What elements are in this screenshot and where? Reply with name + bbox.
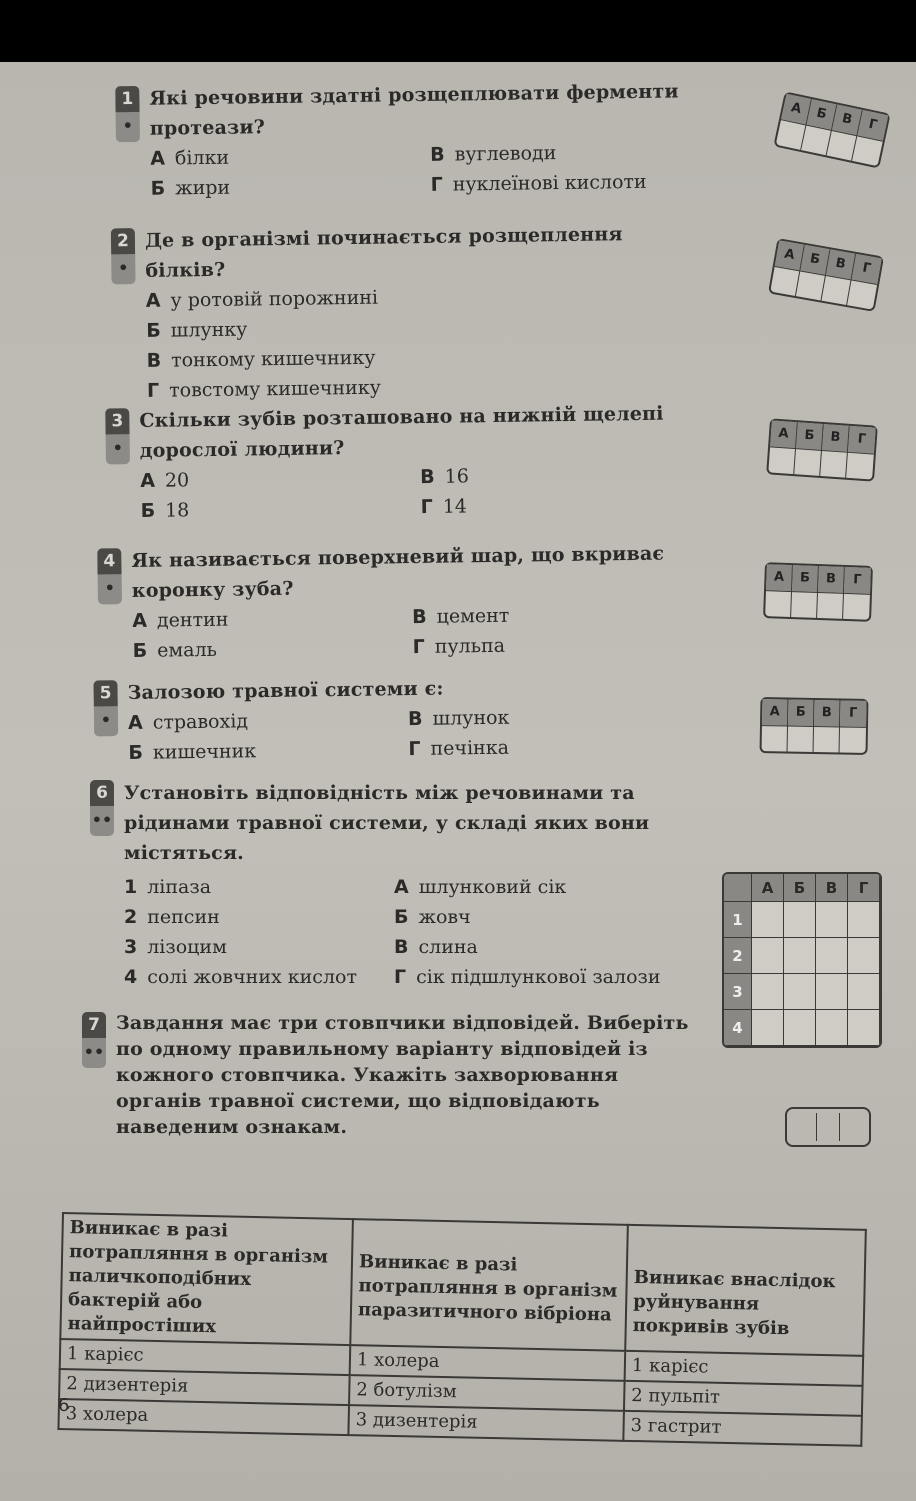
option-letter: В bbox=[407, 707, 423, 731]
answer-grid-4[interactable] bbox=[763, 562, 873, 622]
answer-cell[interactable] bbox=[816, 1010, 848, 1046]
option-letter: Б bbox=[140, 499, 156, 522]
option-letter: Г bbox=[146, 379, 160, 402]
grid-letter: В bbox=[818, 566, 845, 593]
answer-cell[interactable] bbox=[852, 135, 883, 166]
answer-cell[interactable] bbox=[784, 1010, 816, 1046]
question-badge bbox=[93, 680, 118, 736]
question-number: 1 bbox=[115, 86, 139, 112]
answer-cell[interactable] bbox=[848, 938, 880, 974]
item-text: сік підшлункової залози bbox=[416, 966, 661, 988]
table-cell: 2 дизентерія bbox=[59, 1369, 350, 1405]
answer-option bbox=[128, 734, 408, 768]
option-letter: А bbox=[140, 469, 156, 492]
question-stem: Установіть відповідність між речовинами та рідинами травної системи, у складі яких вони містяться. bbox=[124, 782, 650, 864]
option-letter: В bbox=[412, 605, 427, 629]
grid-letter: Г bbox=[848, 874, 880, 902]
question-badge bbox=[90, 780, 114, 836]
question-5 bbox=[99, 670, 698, 768]
table-cell: 3 дизентерія bbox=[348, 1405, 624, 1441]
answer-cell[interactable] bbox=[814, 726, 840, 752]
answer-option bbox=[420, 488, 720, 522]
right-item bbox=[394, 932, 714, 962]
grid-letter: В bbox=[826, 249, 856, 279]
answer-grid-3[interactable] bbox=[766, 418, 878, 481]
answer-cell[interactable] bbox=[847, 280, 877, 310]
option-letter: А bbox=[127, 711, 143, 734]
answer-cell[interactable] bbox=[820, 450, 848, 478]
answer-option bbox=[132, 602, 412, 636]
grid-letter: Б bbox=[800, 245, 830, 275]
grid-row-number: 4 bbox=[724, 1010, 752, 1046]
option-letter: А bbox=[150, 147, 166, 170]
option-letter: Г bbox=[420, 495, 433, 519]
item-text: слина bbox=[418, 936, 478, 958]
table-cell: 2 ботулізм bbox=[349, 1375, 625, 1411]
option-letter: Б bbox=[146, 319, 161, 342]
table-header: Виникає в разі потрапляння в організм паличкоподібних бактерій або найпростіших bbox=[60, 1213, 353, 1345]
question-stem: Де в організмі починається розщеплення білків? bbox=[144, 223, 623, 282]
grid-row-number: 2 bbox=[724, 938, 752, 974]
item-number: 1 bbox=[124, 876, 138, 898]
grid-letter: Б bbox=[788, 700, 814, 726]
grid-letter: В bbox=[814, 700, 840, 726]
question-badge bbox=[115, 86, 140, 142]
item-text: лізоцим bbox=[147, 936, 227, 958]
question-number: 5 bbox=[93, 680, 117, 706]
answer-cell[interactable] bbox=[848, 1010, 880, 1046]
table-cell: 2 пульпіт bbox=[624, 1381, 863, 1416]
grid-letter: А bbox=[775, 240, 805, 270]
option-letter: А bbox=[145, 289, 161, 312]
question-badge bbox=[97, 548, 122, 604]
left-item bbox=[124, 932, 394, 962]
question-badge bbox=[105, 408, 130, 464]
option-text: тонкому кишечнику bbox=[170, 346, 376, 372]
page bbox=[0, 62, 916, 1501]
right-item bbox=[394, 872, 714, 902]
option-text: печінка bbox=[430, 736, 510, 760]
answer-grid-2[interactable] bbox=[768, 238, 884, 312]
grid-letter: Б bbox=[796, 422, 824, 450]
answer-option bbox=[132, 632, 412, 666]
answer-option bbox=[420, 458, 720, 492]
grid-letter: А bbox=[762, 699, 788, 725]
item-text: жовч bbox=[418, 906, 471, 928]
item-text: пепсин bbox=[147, 906, 220, 928]
answer-cell[interactable] bbox=[788, 726, 814, 752]
answer-option bbox=[430, 166, 730, 200]
disease-table bbox=[57, 1212, 866, 1447]
left-item bbox=[124, 902, 394, 932]
item-number: 3 bbox=[124, 936, 138, 958]
question-4 bbox=[103, 538, 703, 666]
question-stem: Залозою травної системи є: bbox=[127, 677, 444, 704]
difficulty-dots: •• bbox=[83, 1042, 105, 1061]
answer-cell[interactable] bbox=[762, 725, 788, 751]
option-letter: В bbox=[430, 143, 445, 166]
item-text: шлунковий сік bbox=[418, 876, 567, 898]
answer-option bbox=[140, 462, 420, 496]
answer-option bbox=[412, 628, 712, 662]
grid-letter: В bbox=[822, 424, 850, 452]
question-2 bbox=[116, 218, 707, 406]
answer-grid-1[interactable] bbox=[773, 91, 890, 168]
grid-letter: Б bbox=[784, 874, 816, 902]
option-text: кишечник bbox=[152, 740, 257, 764]
option-text: нуклеїнові кислоти bbox=[452, 170, 647, 196]
answer-option bbox=[408, 730, 708, 764]
question-number: 7 bbox=[82, 1012, 106, 1038]
table-cell: 1 карієс bbox=[60, 1339, 351, 1375]
question-number: 6 bbox=[90, 780, 114, 806]
left-item bbox=[124, 872, 394, 902]
option-letter: Б bbox=[128, 741, 144, 764]
difficulty-dots: • bbox=[122, 116, 134, 136]
option-text: товстому кишечнику bbox=[169, 376, 381, 402]
difficulty-dots: • bbox=[104, 578, 116, 598]
option-text: цемент bbox=[436, 604, 510, 628]
question-stem: Які речовини здатні розщеплювати ферменти протеази? bbox=[149, 80, 679, 140]
grid-letter: Г bbox=[852, 254, 882, 284]
option-text: шлунок bbox=[432, 706, 510, 730]
answer-option bbox=[150, 140, 430, 174]
grid-letter: А bbox=[766, 564, 793, 591]
answer-option bbox=[430, 136, 730, 170]
answer-cell[interactable] bbox=[784, 974, 816, 1010]
option-text: 20 bbox=[164, 469, 190, 492]
answer-cell[interactable] bbox=[794, 448, 822, 476]
question-badge bbox=[82, 1012, 106, 1068]
option-text: шлунку bbox=[170, 318, 248, 342]
answer-cell[interactable] bbox=[752, 902, 784, 938]
question-badge bbox=[111, 228, 136, 284]
option-letter: Г bbox=[430, 173, 443, 196]
answer-box-q7[interactable] bbox=[785, 1107, 871, 1147]
answer-cell[interactable] bbox=[752, 938, 784, 974]
answer-cell[interactable] bbox=[752, 1010, 784, 1046]
answer-cell[interactable] bbox=[848, 974, 880, 1010]
option-text: 16 bbox=[444, 465, 470, 488]
answer-option bbox=[128, 704, 408, 738]
grid-letter: В bbox=[832, 105, 863, 136]
answer-cell[interactable] bbox=[816, 902, 848, 938]
item-text: ліпаза bbox=[147, 876, 212, 898]
grid-row-number: 1 bbox=[724, 902, 752, 938]
question-1 bbox=[121, 76, 691, 204]
item-text: солі жовчних кислот bbox=[147, 966, 357, 988]
answer-cell[interactable] bbox=[817, 592, 844, 619]
table-cell: 3 гастрит bbox=[623, 1411, 862, 1446]
answer-option bbox=[412, 598, 712, 632]
page-number: 6 bbox=[58, 1395, 70, 1416]
table-cell: 1 карієс bbox=[625, 1351, 864, 1386]
option-letter: В bbox=[420, 465, 435, 489]
grid-letter: Б bbox=[792, 565, 819, 592]
matching-answer-grid[interactable] bbox=[722, 872, 882, 1048]
left-item bbox=[124, 962, 394, 992]
right-item bbox=[394, 962, 714, 992]
option-text: емаль bbox=[156, 638, 218, 662]
question-stem: Скільки зубів розташовано на нижній щелепі дорослої людини? bbox=[139, 402, 664, 462]
option-letter: Г bbox=[408, 737, 421, 761]
grid-row-number: 3 bbox=[724, 974, 752, 1010]
right-item bbox=[394, 902, 714, 932]
item-number: 2 bbox=[124, 906, 138, 928]
answer-option bbox=[140, 492, 420, 526]
grid-letter: Г bbox=[848, 426, 876, 454]
difficulty-dots: • bbox=[112, 438, 124, 458]
option-text: дентин bbox=[156, 608, 229, 632]
grid-letter: Б bbox=[807, 99, 838, 130]
answer-cell[interactable] bbox=[784, 938, 816, 974]
question-3 bbox=[111, 398, 711, 526]
question-number: 4 bbox=[97, 548, 121, 574]
option-text: вуглеводи bbox=[454, 142, 557, 166]
option-text: стравохід bbox=[152, 710, 249, 734]
answer-cell[interactable] bbox=[846, 452, 874, 480]
option-letter: Б bbox=[132, 639, 148, 662]
grid-letter: А bbox=[752, 874, 784, 902]
grid-letter: А bbox=[781, 94, 812, 125]
option-text: пульпа bbox=[434, 634, 506, 658]
option-text: жири bbox=[174, 176, 231, 200]
answer-cell[interactable] bbox=[843, 593, 870, 620]
answer-cell[interactable] bbox=[791, 591, 818, 618]
item-letter: В bbox=[394, 936, 409, 958]
item-letter: А bbox=[394, 876, 409, 898]
table-cell: 3 холера bbox=[58, 1399, 349, 1435]
grid-letter: В bbox=[816, 874, 848, 902]
question-number: 2 bbox=[111, 228, 135, 254]
option-letter: А bbox=[132, 609, 148, 632]
difficulty-dots: • bbox=[118, 258, 129, 278]
option-text: 14 bbox=[442, 495, 468, 518]
question-6 bbox=[91, 778, 694, 992]
table-header: Виникає внаслідок руйнування покривів зубів bbox=[625, 1225, 866, 1356]
answer-cell[interactable] bbox=[784, 902, 816, 938]
option-letter: Г bbox=[412, 635, 425, 659]
table-cell: 1 холера bbox=[350, 1345, 626, 1381]
option-letter: Б bbox=[150, 177, 166, 200]
table-header: Виникає в разі потрапляння в організм паразитичного вібріона bbox=[350, 1219, 628, 1351]
grid-letter: Г bbox=[844, 567, 871, 594]
answer-option bbox=[408, 700, 708, 734]
answer-cell[interactable] bbox=[816, 938, 848, 974]
answer-cell[interactable] bbox=[765, 590, 792, 617]
grid-letter: А bbox=[770, 420, 798, 448]
answer-grid-5[interactable] bbox=[760, 697, 869, 755]
option-text: білки bbox=[174, 146, 230, 170]
difficulty-dots: • bbox=[100, 710, 112, 730]
answer-cell[interactable] bbox=[840, 726, 866, 752]
grid-letter: Г bbox=[857, 110, 888, 141]
item-letter: Г bbox=[394, 966, 407, 988]
grid-letter: Г bbox=[840, 700, 866, 726]
question-7 bbox=[83, 1010, 696, 1140]
question-stem: Завдання має три стовпчики відповідей. Виберіть по одному правильному варіанту відповідей із кожного стовпчика. Укажіть захворювання органів травної системи, що відповідають наведеним ознакам. bbox=[116, 1012, 689, 1138]
item-letter: Б bbox=[394, 906, 409, 928]
option-text: 18 bbox=[164, 499, 190, 522]
item-number: 4 bbox=[124, 966, 138, 988]
option-letter: В bbox=[146, 349, 162, 372]
answer-option bbox=[150, 170, 430, 204]
answer-cell[interactable] bbox=[768, 446, 796, 474]
difficulty-dots: •• bbox=[91, 810, 113, 829]
option-text: у ротовій порожнині bbox=[170, 286, 379, 312]
answer-cell[interactable] bbox=[816, 974, 848, 1010]
question-number: 3 bbox=[105, 408, 129, 434]
question-stem: Як називається поверхневий шар, що вкриває коронку зуба? bbox=[131, 542, 665, 602]
answer-cell[interactable] bbox=[752, 974, 784, 1010]
answer-cell[interactable] bbox=[848, 902, 880, 938]
